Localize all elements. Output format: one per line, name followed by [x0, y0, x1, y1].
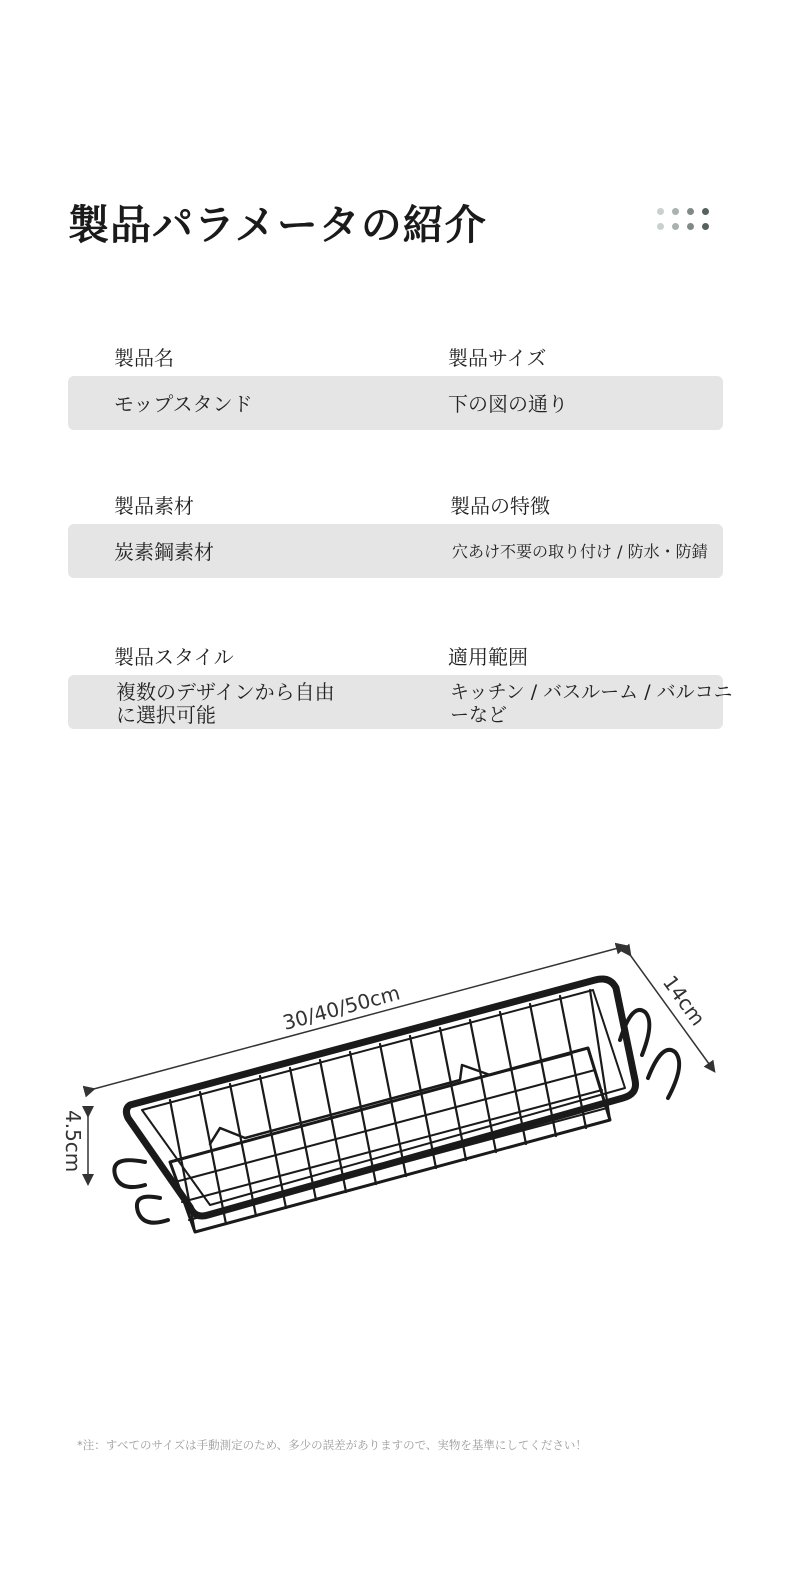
spec-label-features: 製品の特徴: [450, 494, 550, 518]
dot-5-icon: [657, 223, 664, 230]
decorative-dots-icon: [655, 205, 715, 235]
spec-value-features: 穴あけ不要の取り付け / 防水・防錆: [452, 542, 708, 561]
depth-label: 14cm: [657, 970, 711, 1031]
spec-value-product-size: 下の図の通り: [448, 392, 568, 416]
length-label: 30/40/50cm: [280, 980, 403, 1035]
page-title: 製品パラメータの紹介: [68, 201, 487, 249]
wire-basket-icon: [114, 979, 679, 1232]
spec-row-1: [68, 336, 723, 430]
spec-value-usage-line1: キッチン / バスルーム / バルコニ: [450, 681, 733, 703]
dot-3-icon: [687, 208, 694, 215]
spec-row-3: [68, 635, 733, 729]
spec-value-material: 炭素鋼素材: [114, 540, 214, 564]
dot-2-icon: [672, 208, 679, 215]
spec-value-bar: [68, 675, 733, 729]
spec-row-2: [68, 484, 723, 578]
product-dimension-diagram: [50, 930, 750, 1280]
spec-label-product-size: 製品サイズ: [448, 346, 547, 370]
spec-value-bar: [68, 524, 723, 578]
spec-label-product-name: 製品名: [114, 346, 174, 370]
spec-label-usage: 適用範囲: [448, 645, 528, 669]
spec-label-material: 製品素材: [114, 494, 194, 518]
dot-7-icon: [687, 223, 694, 230]
dot-1-icon: [657, 208, 664, 215]
spec-value-product-name: モップスタンド: [114, 392, 253, 416]
measurement-note: *注：すべてのサイズは手動測定のため、多少の誤差がありますので、実物を基準にしてください！: [77, 1438, 587, 1452]
dot-8-icon: [702, 223, 709, 230]
dot-4-icon: [702, 208, 709, 215]
spec-label-style: 製品スタイル: [114, 645, 234, 669]
spec-value-usage-line2: ーなど: [450, 704, 508, 726]
spec-value-bar: [68, 376, 723, 430]
height-label: 4.5cm: [61, 1110, 85, 1173]
dot-6-icon: [672, 223, 679, 230]
spec-value-style-line2: に選択可能: [116, 703, 216, 727]
spec-value-style-line1: 複数のデザインから自由: [116, 680, 335, 704]
